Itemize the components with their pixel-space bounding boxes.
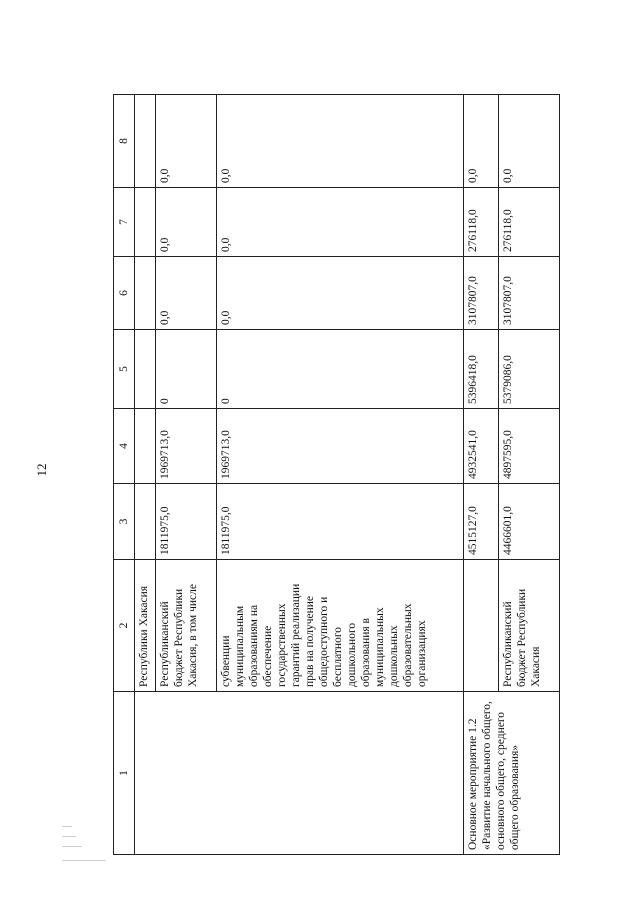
table-cell bbox=[135, 484, 156, 560]
table-cell bbox=[135, 188, 156, 257]
table-row bbox=[464, 95, 499, 855]
table-cell: 0,0 bbox=[156, 188, 217, 257]
column-header: 4 bbox=[114, 409, 135, 484]
table-cell: 1811975,0 bbox=[156, 484, 217, 560]
scan-artifact bbox=[62, 826, 72, 827]
table-cell bbox=[464, 560, 499, 692]
table-cell: 0,0 bbox=[217, 188, 464, 257]
table-cell: 5396418,0 bbox=[464, 330, 499, 409]
table-cell: 3107807,0 bbox=[499, 257, 560, 330]
table-cell: 0,0 bbox=[499, 95, 560, 188]
page-number: 12 bbox=[34, 463, 49, 477]
table-cell: 0 bbox=[156, 330, 217, 409]
table-cell: 1969713,0 bbox=[217, 409, 464, 484]
table-cell: Основное мероприятие 1.2 «Развитие начального общего, основного общего, среднего общего образования» bbox=[464, 692, 560, 855]
table-cell: 5379086,0 bbox=[499, 330, 560, 409]
table-cell bbox=[135, 692, 464, 855]
table-cell: 1969713,0 bbox=[156, 409, 217, 484]
table-cell: 0,0 bbox=[217, 257, 464, 330]
budget-table bbox=[113, 94, 560, 855]
table-cell bbox=[135, 330, 156, 409]
table-cell bbox=[135, 95, 156, 188]
table-cell: 1811975,0 bbox=[217, 484, 464, 560]
table-cell: Республики Хакасия bbox=[135, 560, 156, 692]
table-cell: Республиканский бюджет Республики Хакасия bbox=[499, 560, 560, 692]
table-cell: 4515127,0 bbox=[464, 484, 499, 560]
table-cell: Республиканский бюджет Республики Хакасия, в том числе bbox=[156, 560, 217, 692]
column-header: 1 bbox=[114, 692, 135, 855]
table-cell: 0,0 bbox=[156, 95, 217, 188]
table-row bbox=[135, 95, 156, 855]
table-cell: 0,0 bbox=[217, 95, 464, 188]
column-header: 5 bbox=[114, 330, 135, 409]
table-cell: 4932541,0 bbox=[464, 409, 499, 484]
table-cell bbox=[135, 257, 156, 330]
scan-artifact bbox=[62, 846, 82, 847]
table-cell: 0 bbox=[217, 330, 464, 409]
rotated-table-wrapper bbox=[113, 95, 543, 855]
header-row bbox=[114, 95, 135, 855]
table-cell bbox=[135, 409, 156, 484]
table-cell: 3107807,0 bbox=[464, 257, 499, 330]
table-cell: 4466601,0 bbox=[499, 484, 560, 560]
column-header: 2 bbox=[114, 560, 135, 692]
table-cell: 0,0 bbox=[464, 95, 499, 188]
column-header: 8 bbox=[114, 95, 135, 188]
table-cell: 276118,0 bbox=[499, 188, 560, 257]
column-header: 6 bbox=[114, 257, 135, 330]
scan-artifact bbox=[62, 860, 106, 861]
table-cell: 4897595,0 bbox=[499, 409, 560, 484]
table-cell: 276118,0 bbox=[464, 188, 499, 257]
column-header: 3 bbox=[114, 484, 135, 560]
table-cell: 0,0 bbox=[156, 257, 217, 330]
column-header: 7 bbox=[114, 188, 135, 257]
scan-artifact bbox=[62, 836, 76, 837]
table-cell: субвенции муниципальным образованиям на обеспечение государственных гарантий реализации прав на получение общедоступного и бесплатного дошкольного образования в муниципальных дошкольных образовательных организациях bbox=[217, 560, 464, 692]
